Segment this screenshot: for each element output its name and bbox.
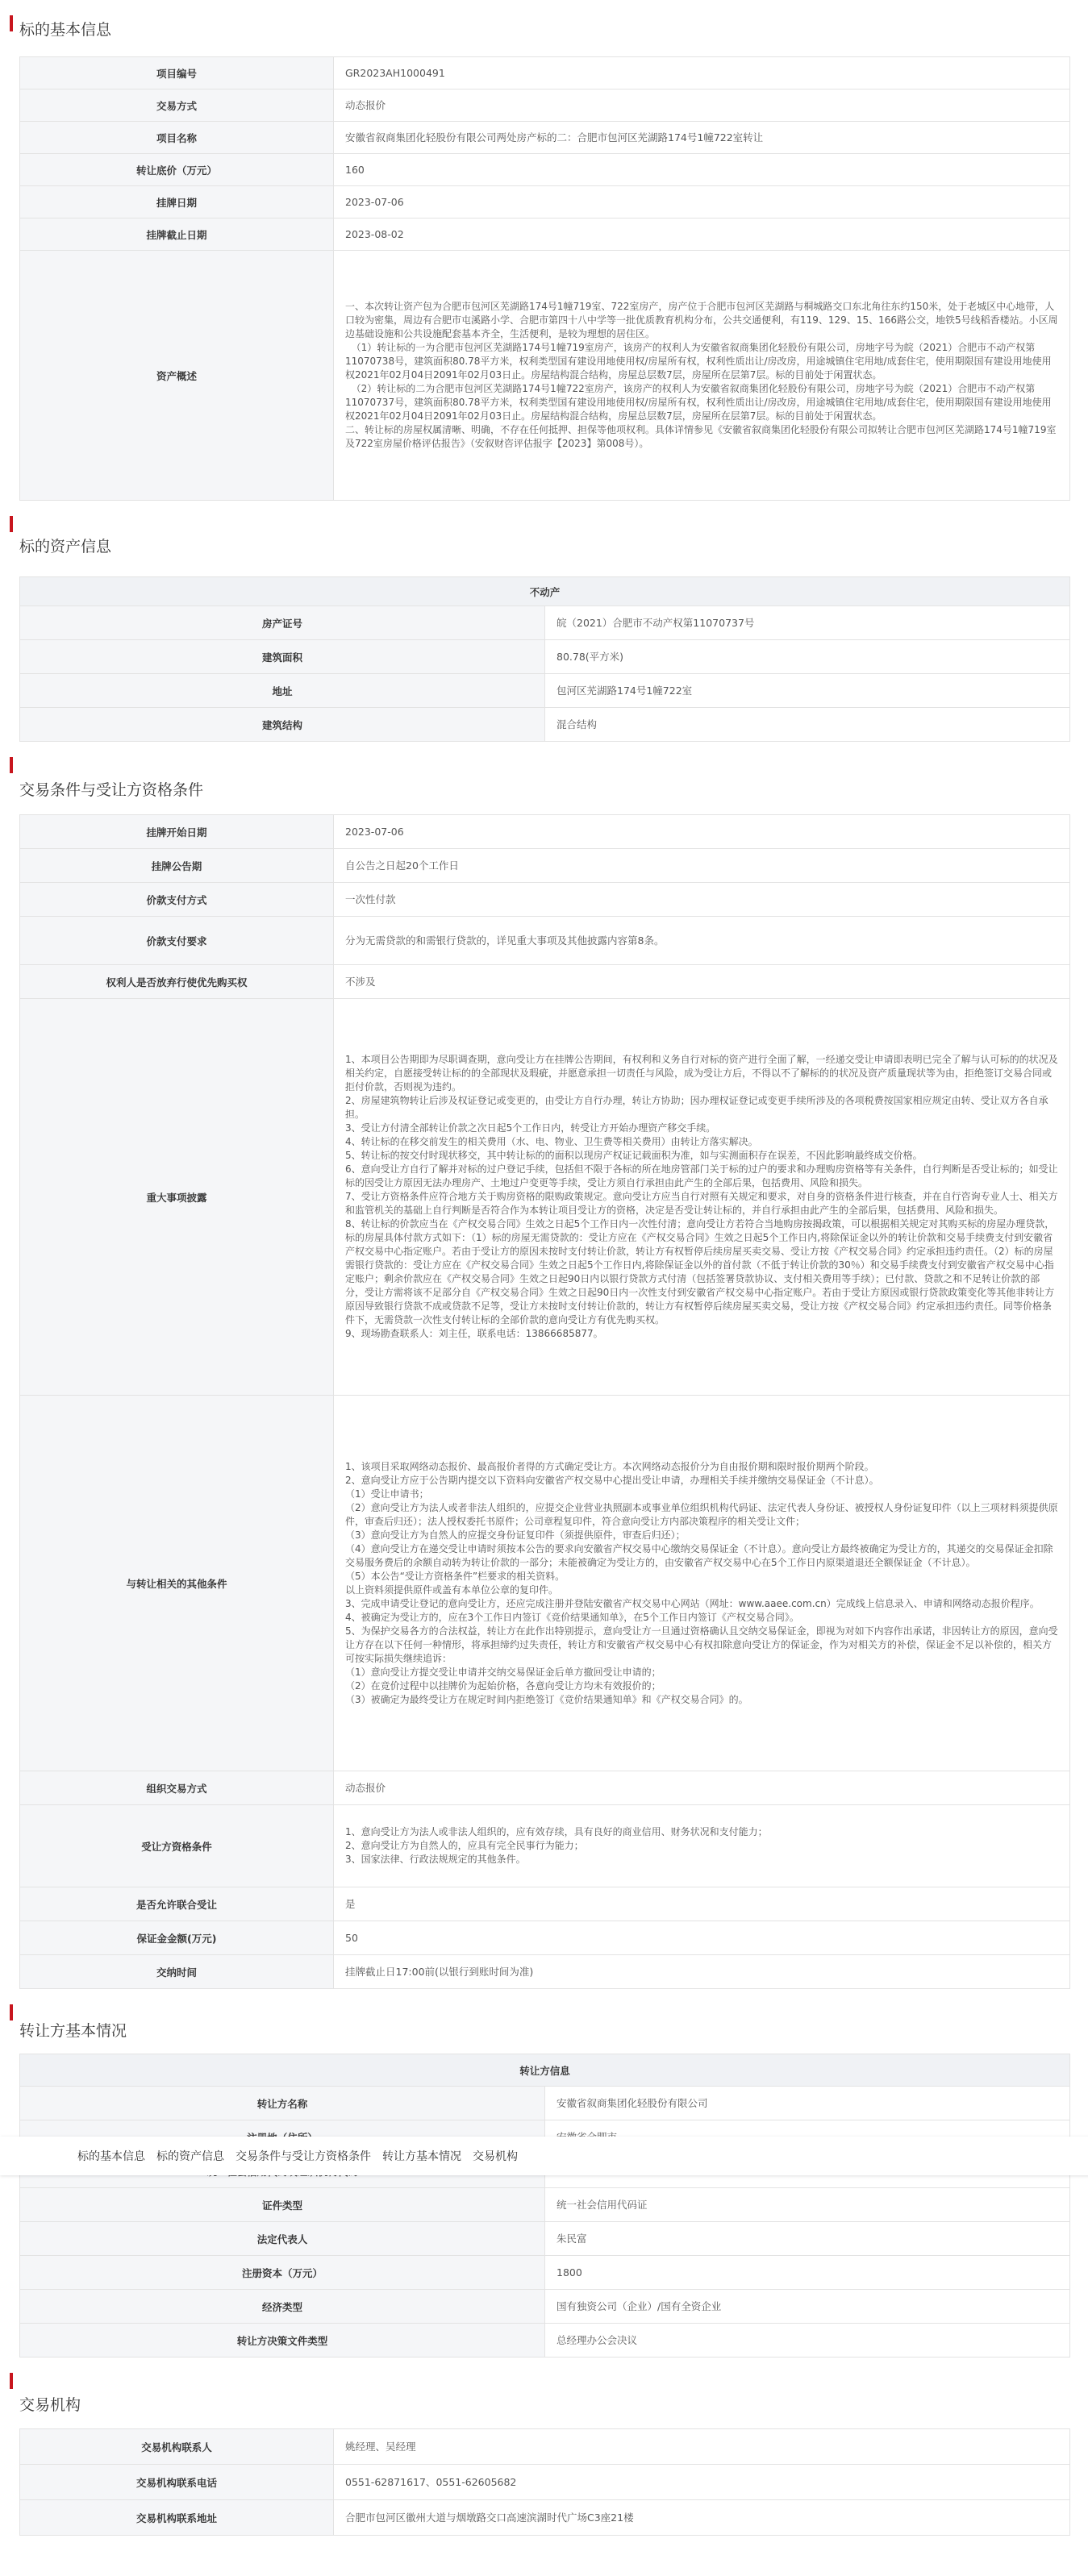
field-value: 合肥市包河区徽州大道与烟墩路交口高速滨湖时代广场C3座21楼 — [334, 2500, 1070, 2536]
field-label: 地址 — [20, 674, 545, 708]
asset-type-header: 不动产 — [20, 577, 1070, 606]
table-row — [20, 674, 1070, 708]
table-row — [20, 154, 1070, 186]
field-value: 总经理办公会决议 — [545, 2324, 1070, 2358]
other-conditions-text: 1、该项目采取网络动态报价、最高报价者得的方式确定受让方。本次网络动态报价分为自由报价期和限时报价期两个阶段。 2、意向受让方应于公告期内提交以下资料向安徽省产权交易中心提出受让申请，办理相关手续并缴纳交易保证金（不计息）。 （1）受让申请书； （2）意向受让方为法人或者非法人组织的，应提交企业营业执照副本或事业单位组织机构代码证、法定代表人身份证、被授权人身份证复印件（以上三项材料须提供原件，审查后归还）；法人授权委托书原件；公司章程复印件，符合意向受让方内部决策程序的相关受让文件； （3）意向受让方为自然人的应提交身份证复印件（须提供原件，审查后归还）； （4）意向受让方在递交受让申请时须按本公告的要求向安徽省产权交易中心缴纳交易保证金（不计息）。意向受让方最终被确定为受让方的，其递交的交易保证金扣除交易服务费后的余额自动转为转让价款的一部分；未能被确定为受让方的，由安徽省产权交易中心在5个工作日内原渠道退还全额保证金（不计息）。 （5）本公告“受让方资格条件”栏要求的相关资料。 以上资料须提供原件或盖有本单位公章的复印件。 3、完成申请受让登记的意向受让方，还应完成注册并登陆安徽省产权交易中心网站（网址：www.aaee.com.cn）完成线上信息录入、申请和网络动态报价程序。 4、被确定为受让方的，应在3个工作日内签订《竞价结果通知单》，在5个工作日内签订《产权交易合同》。 5、为保护交易各方的合法权益，转让方在此作出特别提示，意向受让方一旦通过资格确认且交纳交易保证金，即视为对如下内容作出承诺，非因转让方的原因，意向受让方存在以下任何一种情形，将承担缔约过失责任，转让方和安徽省产权交易中心有权扣除意向受让方的保证金，作为对相关方的补偿，保证金不足以补偿的，相关方可按实际损失继续追诉： （1）意向受让方提交受让申请并交纳交易保证金后单方撤回受让申请的； （2）在竞价过程中以挂牌价为起始价格，各意向受让方均未有效报价的； （3）被确定为最终受让方在规定时间内拒绝签订《竞价结果通知单》和《产权交易合同》的。 — [334, 1396, 1070, 1771]
field-label: 资产概述 — [20, 251, 334, 501]
field-value: 2023-08-02 — [334, 218, 1070, 251]
seller-table — [19, 2054, 1070, 2358]
field-value: 不涉及 — [334, 965, 1070, 999]
table-row — [20, 2324, 1070, 2358]
table-row — [20, 2222, 1070, 2256]
table-row — [20, 2500, 1070, 2536]
table-row — [20, 2087, 1070, 2120]
field-label: 法定代表人 — [20, 2222, 545, 2256]
field-label: 与转让相关的其他条件 — [20, 1396, 334, 1771]
field-label: 挂牌截止日期 — [20, 218, 334, 251]
field-label: 交易机构联系人 — [20, 2429, 334, 2465]
field-label: 受让方资格条件 — [20, 1805, 334, 1887]
section-anchor-nav — [0, 2137, 1088, 2175]
field-label: 建筑面积 — [20, 640, 545, 674]
table-row — [20, 2054, 1070, 2087]
field-value: 自公告之日起20个工作日 — [334, 849, 1070, 883]
field-value: 朱民富 — [545, 2222, 1070, 2256]
field-value: GR2023AH1000491 — [334, 57, 1070, 89]
field-value: 80.78(平方米) — [545, 640, 1070, 674]
asset-overview-text: 一、本次转让资产包为合肥市包河区芜湖路174号1幢719室、722室房产，房产位于合肥市包河区芜湖路与桐城路交口东北角往东约150米，处于老城区中心地带，人口较为密集，周边有合肥市屯溪路小学、合肥市第四十八中学等一批优质教育机构分布，公共交通便利，有119、129、15、166路公交，地铁5号线稻香楼站。小区周边基础设施和公共设施配套基本齐全，生活便利，是较为理想的居住区。 （1）转让标的一为合肥市包河区芜湖路174号1幢719室房产，该房产的权利人为安徽省叙商集团化轻股份有限公司，房地字号为皖（2021）合肥市不动产权第11070738号，建筑面积80.78平方米，权利类型国有建设用地使用权/房屋所有权，权利性质出让/房改房，用途城镇住宅用地/成套住宅，使用期限国有建设用地使用权2021年02月04日2091年02月03日止。房屋结构混合结构，房屋总层数7层，房屋所在层第7层。标的目前处于闲置状态。 （2）转让标的二为合肥市包河区芜湖路174号1幢722室房产，该房产的权利人为安徽省叙商集团化轻股份有限公司，房地字号为皖（2021）合肥市不动产权第11070737号，建筑面积80.78平方米，权利类型国有建设用地使用权/房屋所有权，权利性质出让/房改房，用途城镇住宅用地/成套住宅，使用期限国有建设用地使用权2021年02月04日2091年02月03日止。房屋结构混合结构，房屋总层数7层，房屋所在层第7层。标的目前处于闲置状态。 二、转让标的房屋权属清晰、明确，不存在任何抵押、担保等他项权利。具体详情参见《安徽省叙商集团化轻股份有限公司拟转让合肥市包河区芜湖路174号1幢719室及722室房屋价格评估报告》（安叙财咨评估报字【2023】第008号）。 — [334, 251, 1070, 501]
field-label: 转让方名称 — [20, 2087, 545, 2120]
field-label: 证件类型 — [20, 2188, 545, 2222]
field-value: 皖（2021）合肥市不动产权第11070737号 — [545, 606, 1070, 640]
nav-link-agency[interactable]: 交易机构 — [473, 2150, 518, 2163]
transferee-qualification-text: 1、意向受让方为法人或非法人组织的，应有效存续，具有良好的商业信用、财务状况和支付能力； 2、意向受让方为自然人的，应具有完全民事行为能力； 3、国家法律、行政法规规定的其他条件。 — [334, 1805, 1070, 1887]
field-value: 2023-07-06 — [334, 815, 1070, 849]
field-label: 建筑结构 — [20, 708, 545, 742]
field-value: 是 — [334, 1887, 1070, 1921]
table-row — [20, 1921, 1070, 1955]
table-row — [20, 2188, 1070, 2222]
basic-info-table — [19, 56, 1070, 501]
field-value: 动态报价 — [334, 89, 1070, 122]
table-row — [20, 577, 1070, 606]
field-label: 交易方式 — [20, 89, 334, 122]
section-title-agency: 交易机构 — [0, 2358, 1088, 2428]
field-label: 项目编号 — [20, 57, 334, 89]
field-value: 动态报价 — [334, 1771, 1070, 1805]
table-row — [20, 186, 1070, 218]
table-row — [20, 1396, 1070, 1771]
field-value: 国有独资公司（企业）/国有全资企业 — [545, 2290, 1070, 2324]
field-label: 是否允许联合受让 — [20, 1887, 334, 1921]
field-value: 挂牌截止日17:00前(以银行到账时间为准) — [334, 1955, 1070, 1989]
table-row — [20, 218, 1070, 251]
table-row — [20, 2465, 1070, 2500]
field-label: 项目名称 — [20, 122, 334, 154]
field-label: 价款支付方式 — [20, 883, 334, 917]
table-row — [20, 2290, 1070, 2324]
field-label: 转让方决策文件类型 — [20, 2324, 545, 2358]
table-row — [20, 1805, 1070, 1887]
conditions-table — [19, 814, 1070, 1989]
field-value: 1800 — [545, 2256, 1070, 2290]
table-row — [20, 708, 1070, 742]
major-disclosure-text: 1、本项目公告期即为尽职调查期，意向受让方在挂牌公告期间，有权利和义务自行对标的资产进行全面了解，一经递交受让申请即表明已完全了解与认可标的的状况及相关约定，自愿接受转让标的的全部现状及瑕疵，并愿意承担一切责任与风险，成为受让方后，不得以不了解标的的状况及资产质量现状等为由，拒绝签订交易合同或拒付价款，否则视为违约。 2、房屋建筑物转让后涉及权证登记或变更的，由受让方自行办理，转让方协助；因办理权证登记或变更手续所涉及的各项税费按国家相应规定由转、受让双方各自承担。 3、受让方付清全部转让价款之次日起5个工作日内，转受让方开始办理资产移交手续。 4、转让标的在移交前发生的相关费用（水、电、物业、卫生费等相关费用）由转让方落实解决。 5、转让标的按交付时现状移交，其中转让标的的面积以现房产权证记载面积为准，如与实测面积存在误差，不因此影响最终成交价格。 6、意向受让方自行了解并对标的过户登记手续，包括但不限于各标的所在地房管部门关于标的过户的要求和办理购房资格等有关条件，自行判断是否受让标的；如受让标的因受让方原因无法办理房产、土地过户变更等手续，受让方须自行承担由此产生的全部后果，包括费用、风险和损失。 7、受让方资格条件应符合地方关于购房资格的限购政策规定。意向受让方应当自行对照有关规定和要求，对自身的资格条件进行核查，并在自行咨询专业人士、相关方和监管机关的基础上自行判断是否符合作为本转让项目受让方的资格，决定是否受让转让标的，并自行承担由此产生的全部后果，包括费用、风险和损失。 8、转让标的价款应当在《产权交易合同》生效之日起5个工作日内一次性付清；意向受让方若符合当地购房按揭政策，可以根据相关规定对其购买标的房屋办理贷款，标的房屋具体付款方式如下：（1）标的房屋无需贷款的：受让方应在《产权交易合同》生效之日起5个工作日内,将除保证金以外的转让价款和交易手续费支付到安徽省产权交易中心指定账户。若由于受让方的原因未按时支付转让价款，转让方有权暂停后续房屋买卖交易、受让方按《产权交易合同》约定承担违约责任。（2）标的房屋需银行贷款的：受让方应在《产权交易合同》生效之日起5个工作日内,将除保证金以外的首付款（不低于转让价款的30％）和交易手续费支付到安徽省产权交易中心指定账户；剩余价款应在《产权交易合同》生效之日起90日内以银行贷款方式付清（包括签署贷款协议、支付相关费用等手续）；已付款、贷款之和不足转让价款的部分，受让方需将该不足部分自《产权交易合同》生效之日起90日内一次性支付到安徽省产权交易中心指定账户。若由于受让方原因或银行贷款政策变化等其他非转让方原因导致银行贷款不成或贷款不足等，受让方未按时支付转让价款的，转让方有权暂停后续房屋买卖交易，受让方按《产权交易合同》约定承担违约责任。同等价格条件下，无需贷款一次性支付转让标的全部价款的意向受让方有优先购买权。 9、现场勘查联系人：刘主任，联系电话：13866685877。 — [334, 999, 1070, 1396]
section-title-seller: 转让方基本情况 — [0, 1989, 1088, 2054]
section-title-asset: 标的资产信息 — [0, 501, 1088, 576]
table-row — [20, 965, 1070, 999]
field-value: 混合结构 — [545, 708, 1070, 742]
field-value: 安徽省叙商集团化轻股份有限公司两处房产标的二：合肥市包河区芜湖路174号1幢722室转让 — [334, 122, 1070, 154]
field-label: 注册资本（万元） — [20, 2256, 545, 2290]
table-row — [20, 2429, 1070, 2465]
nav-link-conditions[interactable]: 交易条件与受让方资格条件 — [236, 2150, 371, 2163]
field-value: 0551-62871617、0551-62605682 — [334, 2465, 1070, 2500]
agency-table — [19, 2428, 1070, 2536]
field-value: 姚经理、吴经理 — [334, 2429, 1070, 2465]
table-row — [20, 606, 1070, 640]
table-row — [20, 815, 1070, 849]
field-label: 挂牌开始日期 — [20, 815, 334, 849]
table-row — [20, 1887, 1070, 1921]
field-label: 保证金金额(万元) — [20, 1921, 334, 1955]
field-label: 经济类型 — [20, 2290, 545, 2324]
field-label: 组织交易方式 — [20, 1771, 334, 1805]
table-row — [20, 999, 1070, 1396]
section-title-conditions: 交易条件与受让方资格条件 — [0, 742, 1088, 814]
nav-link-seller[interactable]: 转让方基本情况 — [382, 2150, 461, 2163]
asset-info-table — [19, 576, 1070, 742]
field-label: 房产证号 — [20, 606, 545, 640]
field-value: 2023-07-06 — [334, 186, 1070, 218]
field-label: 交易机构联系地址 — [20, 2500, 334, 2536]
field-value: 160 — [334, 154, 1070, 186]
field-label: 交纳时间 — [20, 1955, 334, 1989]
table-row — [20, 917, 1070, 965]
table-row — [20, 57, 1070, 89]
table-row — [20, 883, 1070, 917]
field-value: 50 — [334, 1921, 1070, 1955]
field-value: 分为无需贷款的和需银行贷款的，详见重大事项及其他披露内容第8条。 — [334, 917, 1070, 965]
field-label: 重大事项披露 — [20, 999, 334, 1396]
field-value: 统一社会信用代码证 — [545, 2188, 1070, 2222]
section-title-basic: 标的基本信息 — [0, 0, 1088, 56]
table-row — [20, 849, 1070, 883]
table-row — [20, 251, 1070, 501]
field-value: 安徽省叙商集团化轻股份有限公司 — [545, 2087, 1070, 2120]
field-label: 转让底价（万元） — [20, 154, 334, 186]
field-label: 价款支付要求 — [20, 917, 334, 965]
field-label: 挂牌公告期 — [20, 849, 334, 883]
table-row — [20, 1771, 1070, 1805]
table-row — [20, 2256, 1070, 2290]
field-value: 一次性付款 — [334, 883, 1070, 917]
field-label: 权利人是否放弃行使优先购买权 — [20, 965, 334, 999]
table-row — [20, 1955, 1070, 1989]
nav-link-asset[interactable]: 标的资产信息 — [156, 2150, 224, 2163]
field-label: 挂牌日期 — [20, 186, 334, 218]
field-value: 包河区芜湖路174号1幢722室 — [545, 674, 1070, 708]
table-row — [20, 89, 1070, 122]
field-label: 交易机构联系电话 — [20, 2465, 334, 2500]
nav-link-basic[interactable]: 标的基本信息 — [77, 2150, 145, 2163]
table-row — [20, 640, 1070, 674]
table-row — [20, 122, 1070, 154]
seller-header: 转让方信息 — [20, 2054, 1070, 2087]
